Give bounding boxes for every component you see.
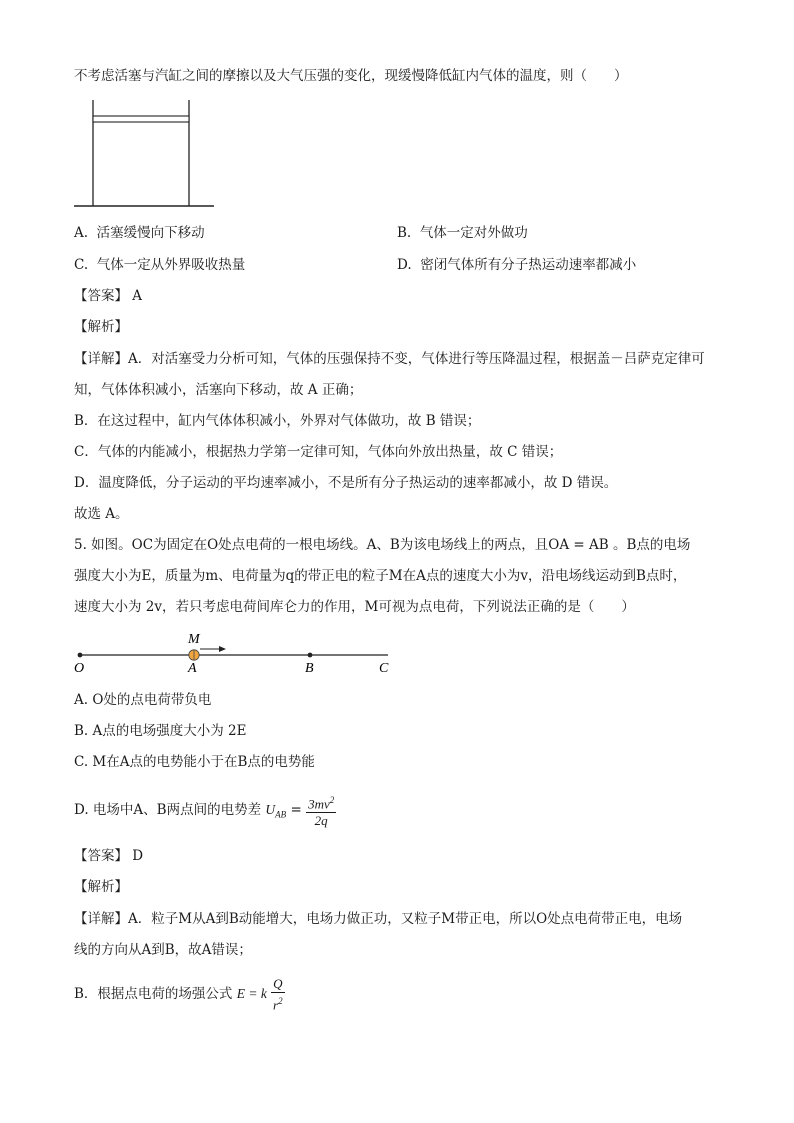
q5-option-c: C. M在A点的电势能小于在B点的电势能 (74, 754, 315, 770)
label-a: A (188, 661, 197, 676)
q5-detail-line-2: 线的方向从A到B，故A错误； (74, 942, 252, 958)
q5-detail-line-1: 【详解】A．粒子M从A到B动能增大，电场力做正功，又粒子M带正电，所以O处点电荷带正电，电场 (74, 911, 683, 927)
q5-option-d: D. 电场中A、B两点间的电势差 $U_{AB}$ = $\frac{3mv^2}{2q}$ (74, 790, 336, 835)
field-formula-fraction: $\frac{Q}{r^2}$ (273, 975, 283, 1013)
q5-answer: 【答案】 D (74, 848, 144, 864)
q5-analysis-tag: 【解析】 (74, 879, 128, 895)
q5-option-b: B. A点的电场强度大小为 2E (74, 723, 247, 739)
q5-stem-line-2: 强度大小为E，质量为m、电荷量为q的带正电的粒子M在A点的速度大小为v，沿电场线运动到B点时， (74, 568, 687, 584)
label-c: C (379, 661, 389, 676)
cylinder-figure (74, 100, 194, 210)
option-d-fraction: $\frac{3mv^2}{2q}$ (306, 792, 336, 829)
q4-analysis-tag: 【解析】 (74, 319, 128, 335)
q4-option-a: A. 活塞缓慢向下移动 (74, 225, 205, 241)
q4-detail-line-1: 【详解】A．对活塞受力分析可知，气体的压强保持不变，气体进行等压降温过程，根据盖－吕萨克定律可 (74, 351, 705, 367)
q5-stem-line-3: 速度大小为 2v，若只考虑电荷间库仑力的作用，M可视为点电荷，下列说法正确的是（ ） (74, 599, 635, 615)
q4-detail-line-3: B．在这过程中，缸内气体体积减小，外界对气体做功，故 B 错误； (74, 413, 481, 429)
q4-option-b: B. 气体一定对外做功 (397, 225, 528, 241)
q4-stem: 不考虑活塞与汽缸之间的摩擦以及大气压强的变化，现缓慢降低缸内气体的温度，则（ ） (74, 68, 628, 84)
label-m: M (188, 632, 200, 647)
q4-detail-line-2: 知，气体体积减小，活塞向下移动，故 A 正确； (74, 382, 363, 398)
q5-stem-line-1: 5. 如图。OC为固定在O处点电荷的一根电场线。A、B为该电场线上的两点，且OA = AB 。B点的电场 (74, 537, 691, 553)
q4-detail-line-5: D．温度降低，分子运动的平均速率减小，不是所有分子热运动的速率都减小，故 D 错误。 (74, 475, 618, 491)
field-line-figure (70, 628, 400, 678)
label-o: O (74, 661, 85, 676)
q4-option-d: D. 密闭气体所有分子热运动速率都减小 (397, 257, 637, 273)
q4-option-c: C. 气体一定从外界吸收热量 (74, 257, 246, 273)
q5-formula-line: B．根据点电荷的场强公式 E = k $\frac{Q}{r^2}$ (74, 975, 283, 1013)
label-b: B (305, 661, 314, 676)
q4-answer: 【答案】 A (74, 288, 143, 304)
q4-detail-line-6: 故选 A。 (74, 506, 129, 522)
q4-detail-line-4: C．气体的内能减小，根据热力学第一定律可知，气体向外放出热量，故 C 错误； (74, 444, 563, 460)
q5-option-a: A. O处的点电荷带负电 (74, 692, 212, 708)
